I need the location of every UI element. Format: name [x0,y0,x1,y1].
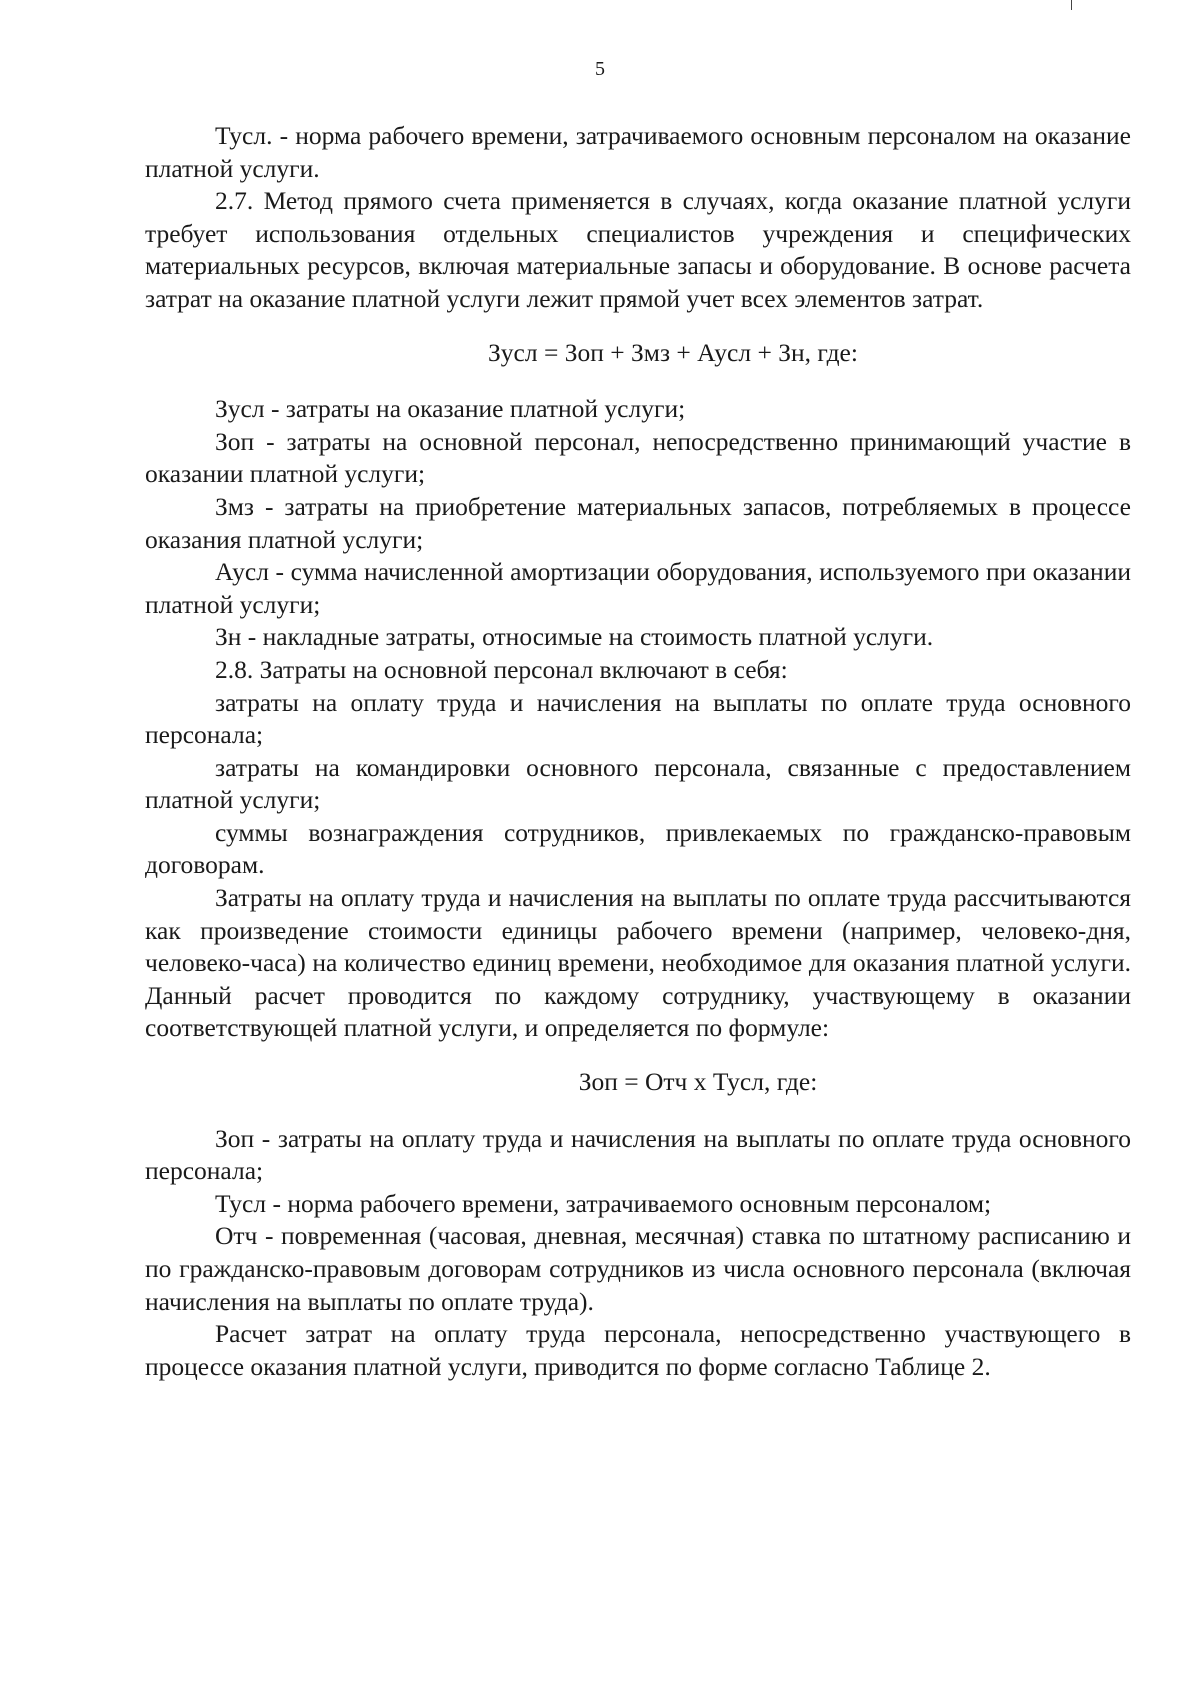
list-item-contract-fees: суммы вознаграждения сотрудников, привлекаемых по гражданско-правовым договорам. [145,817,1131,880]
definition-zn: Зн - накладные затраты, относимые на стоимость платной услуги. [215,622,934,652]
formula-zusl: Зусл = Зоп + Змз + Аусл + Зн, где: [488,337,858,367]
definition-tusl: Тусл - норма рабочего времени, затрачиваемого основным персоналом; [215,1188,992,1218]
document-body [145,120,1131,1383]
definition-zop-labor: Зоп - затраты на оплату труда и начисления на выплаты по оплате труда основного персонала; [145,1123,1131,1186]
paragraph-table-reference: Расчет затрат на оплату труда персонала, непосредственно участвующего в процессе оказания платной услуги, приводится по форме согласно Таблице 2. [145,1319,1131,1381]
list-item-labor-costs: затраты на оплату труда и начисления на выплаты по оплате труда основного персонала; [145,687,1131,750]
definition-zop: Зоп - затраты на основной персонал, непосредственно принимающий участие в оказании платной услуги; [145,426,1131,489]
definition-zmz: Змз - затраты на приобретение материальных запасов, потребляемых в процессе оказания платной услуги; [145,491,1131,554]
definition-otch: Отч - повременная (часовая, дневная, месячная) ставка по штатному расписанию и по гражданско-правовым договорам сотрудников из числа основного персонала (включая начисления на выплаты по оплате труда). [145,1221,1131,1316]
paragraph-2-8: 2.8. Затраты на основной персонал включают в себя: [215,654,788,684]
list-item-travel-costs: затраты на командировки основного персонала, связанные с предоставлением платной услуги; [145,752,1131,815]
paragraph-2-7: 2.7. Метод прямого счета применяется в случаях, когда оказание платной услуги требует использования отдельных специалистов учреждения и специфических материальных ресурсов, включая материальные запасы и оборудование. В основе расчета затрат на оказание платной услуги лежит прямой учет всех элементов затрат. [145,186,1131,313]
formula-zop: Зоп = Отч х Тусл, где: [578,1067,818,1097]
paragraph-tusl-definition: Тусл. - норма рабочего времени, затрачиваемого основным персоналом на оказание платной услуги. [145,121,1131,183]
definition-zusl: Зусл - затраты на оказание платной услуги; [215,394,686,424]
page-number: 5 [595,58,605,80]
scan-mark [1071,0,1072,10]
paragraph-labor-calculation: Затраты на оплату труда и начисления на выплаты по оплате труда рассчитываются как произведение стоимости единицы рабочего времени (например, человеко-дня, человеко-часа) на количество единиц времени, необходимое для оказания платной услуги. Данный расчет проводится по каждому сотруднику, участвующему в оказании соответствующей платной услуги, и определяется по формуле: [145,883,1131,1043]
definition-ausl: Аусл - сумма начисленной амортизации оборудования, используемого при оказании платной услуги; [145,557,1131,619]
